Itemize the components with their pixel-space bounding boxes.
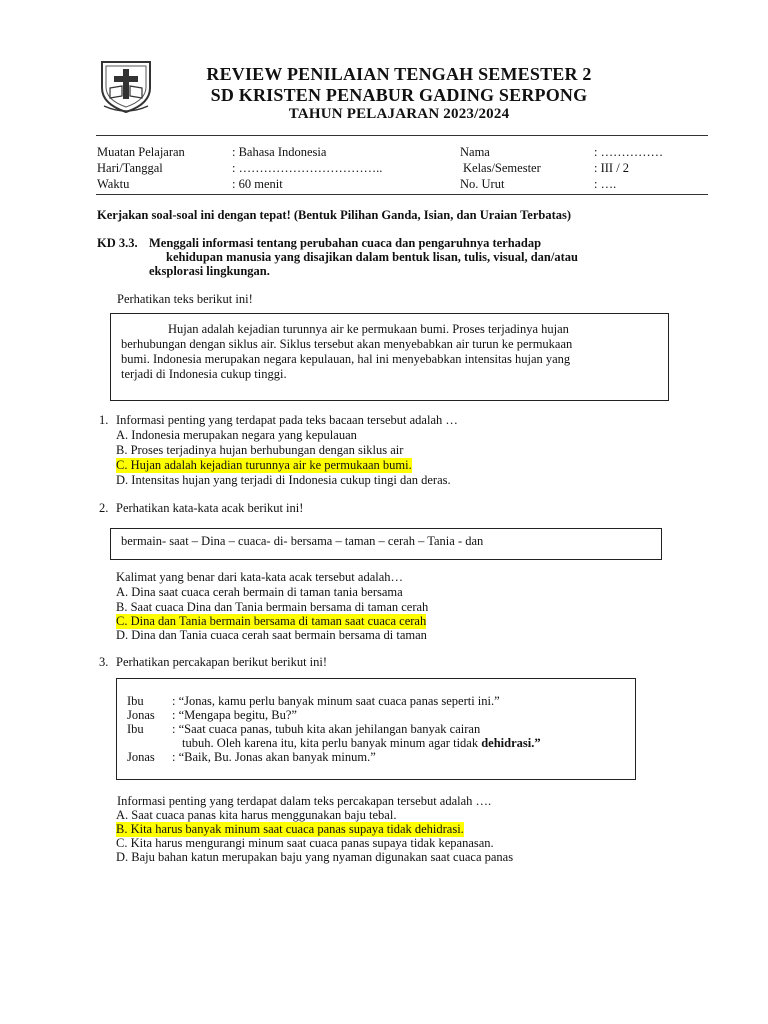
kd-line-3: eksplorasi lingkungan. xyxy=(149,264,270,278)
academic-year: TAHUN PELAJARAN 2023/2024 xyxy=(288,106,510,122)
question-2-option-a: A. Dina saat cuaca cerah bermain di taman tania bersama xyxy=(116,585,403,599)
header-divider xyxy=(96,135,708,136)
kd-line-1: Menggali informasi tentang perubahan cuaca dan pengaruhnya terhadap xyxy=(149,236,542,250)
class-value: : III / 2 xyxy=(594,161,630,175)
passage-line-3: bumi. Indonesia merupakan negara kepulauan, hal ini menyebabkan intensitas hujan yang xyxy=(121,352,571,366)
question-3-option-d: D. Baju bahan katun merupakan baju yang nyaman digunakan saat cuaca panas xyxy=(116,850,514,864)
question-2-prompt: Kalimat yang benar dari kata-kata acak tersebut adalah… xyxy=(116,570,404,584)
question-2-number: 2. xyxy=(99,501,109,515)
question-2-option-c-highlighted: C. Dina dan Tania bermain bersama di taman saat cuaca cerah xyxy=(116,614,427,628)
question-1-option-a: A. Indonesia merupakan negara yang kepulauan xyxy=(116,428,357,442)
passage-line-2: berhubungan dengan siklus air. Siklus tersebut akan menyebabkan air turun ke permukaan xyxy=(121,337,573,351)
question-3-option-a: A. Saat cuaca panas kita harus menggunakan baju tebal. xyxy=(116,808,397,822)
question-3-option-c: C. Kita harus mengurangi minum saat cuaca panas supaya tidak kepanasan. xyxy=(116,836,494,850)
dialog-line-3-continued xyxy=(182,736,541,751)
question-2-text: Perhatikan kata-kata acak berikut ini! xyxy=(116,501,304,515)
dialog-line-4: : “Baik, Bu. Jonas akan banyak minum.” xyxy=(172,750,376,764)
question-1-text: Informasi penting yang terdapat pada teks bacaan tersebut adalah … xyxy=(116,413,458,427)
time-label: Waktu xyxy=(97,177,130,191)
question-1-number: 1. xyxy=(99,413,109,427)
passage-line-4: terjadi di Indonesia cukup tinggi. xyxy=(121,367,287,381)
name-value: : …………… xyxy=(594,145,664,159)
question-1-option-c-highlighted: C. Hujan adalah kejadian turunnya air ke permukaan bumi. xyxy=(116,458,412,472)
question-3-option-b-highlighted: B. Kita harus banyak minum saat cuaca panas supaya tidak dehidrasi. xyxy=(116,822,464,836)
intro-text: Perhatikan teks berikut ini! xyxy=(117,292,253,306)
dialog-speaker-4: Jonas xyxy=(127,750,155,764)
scrambled-words: bermain- saat – Dina – cuaca- di- bersama – taman – cerah – Tania - dan xyxy=(121,534,484,548)
number-label: No. Urut xyxy=(460,177,505,191)
dialog-speaker-1: Ibu xyxy=(127,694,144,708)
dialog-line-3-continued-text: tubuh. Oleh karena itu, kita perlu banyak minum agar tidak xyxy=(182,736,482,750)
question-1-option-d: D. Intensitas hujan yang terjadi di Indonesia cukup tingi dan deras. xyxy=(116,473,451,487)
name-label: Nama xyxy=(460,145,490,159)
class-label: Kelas/Semester xyxy=(463,161,541,175)
subject-label: Muatan Pelajaran xyxy=(97,145,185,159)
question-2-option-b: B. Saat cuaca Dina dan Tania bermain bersama di taman cerah xyxy=(116,600,429,614)
dialog-line-3: : “Saat cuaca panas, tubuh kita akan jehilangan banyak cairan xyxy=(172,722,481,736)
passage-line-1: Hujan adalah kejadian turunnya air ke permukaan bumi. Proses terjadinya hujan xyxy=(168,322,569,336)
question-1-option-b: B. Proses terjadinya hujan berhubungan dengan siklus air xyxy=(116,443,404,457)
question-2-option-d: D. Dina dan Tania cuaca cerah saat bermain bersama di taman xyxy=(116,628,427,642)
dialog-emphasis-dehidrasi: dehidrasi.” xyxy=(481,736,541,750)
dialog-line-2: : “Mengapa begitu, Bu?” xyxy=(172,708,297,722)
document-title: REVIEW PENILAIAN TENGAH SEMESTER 2 xyxy=(206,64,592,84)
school-name: SD KRISTEN PENABUR GADING SERPONG xyxy=(210,85,588,105)
dialog-line-1: : “Jonas, kamu perlu banyak minum saat cuaca panas seperti ini.” xyxy=(172,694,500,708)
subject-value: : Bahasa Indonesia xyxy=(232,145,327,159)
kd-code: KD 3.3. xyxy=(97,236,138,250)
dialog-speaker-2: Jonas xyxy=(127,708,155,722)
kd-line-2: kehidupan manusia yang disajikan dalam bentuk lisan, tulis, visual, dan/atau xyxy=(166,250,578,264)
question-3-text: Perhatikan percakapan berikut berikut ini! xyxy=(116,655,328,669)
instruction-text: Kerjakan soal-soal ini dengan tepat! (Bentuk Pilihan Ganda, Isian, dan Uraian Terbatas) xyxy=(97,208,572,222)
time-value: : 60 menit xyxy=(232,177,283,191)
day-label: Hari/Tanggal xyxy=(97,161,163,175)
question-3-number: 3. xyxy=(99,655,109,669)
question-3-prompt: Informasi penting yang terdapat dalam teks percakapan tersebut adalah …. xyxy=(117,794,492,808)
dialog-speaker-3: Ibu xyxy=(127,722,144,736)
number-value: : …. xyxy=(594,177,617,191)
day-value: : …………………………….. xyxy=(232,161,383,175)
info-divider xyxy=(96,194,708,195)
